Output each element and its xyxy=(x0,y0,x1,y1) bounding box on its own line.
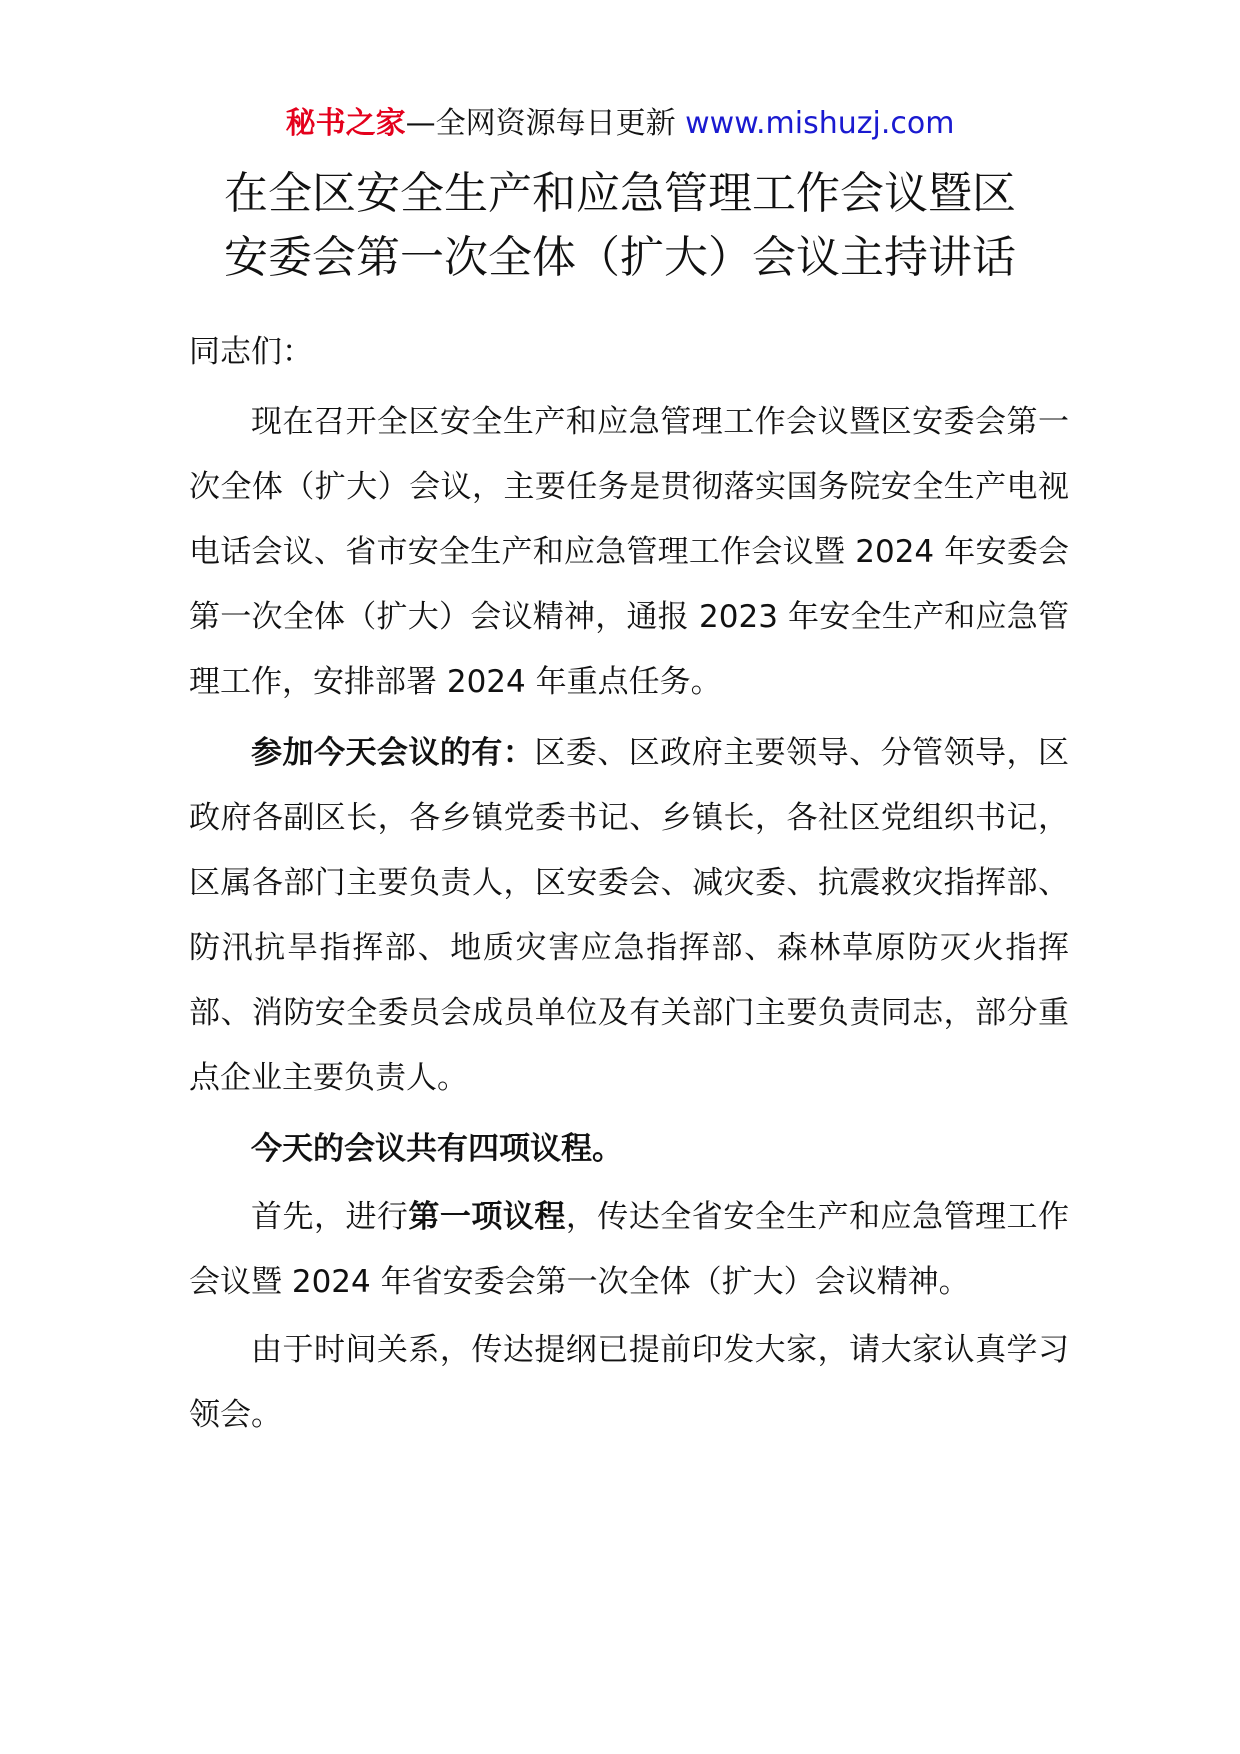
paragraph-intro: 现在召开全区安全生产和应急管理工作会议暨区安委会第一次全体（扩大）会议，主要任务是贯彻落实国务院安全生产电视电话会议、省市安全生产和应急管理工作会议暨 2024 年安委会第一次全体（扩大）会议精神，通报 2023 年安全生产和应急管理工作，安排部署 2024 年重点任务。 xyxy=(189,404,1069,700)
first-item-label: 第一项议程 xyxy=(408,1199,566,1235)
attendees-label: 参加今天会议的有： xyxy=(251,735,535,771)
header-tagline: —全网资源每日更新 xyxy=(405,106,676,141)
document-title xyxy=(0,162,1240,290)
title-line-1: 在全区安全生产和应急管理工作会议暨区 xyxy=(224,168,1016,219)
attendees-text: 区委、区政府主要领导、分管领导，区政府各副区长，各乡镇党委书记、乡镇长，各社区党组织书记，区属各部门主要负责人，区安委会、减灾委、抗震救灾指挥部、防汛抗旱指挥部、地质灾害应急指挥部、森林草原防灭火指挥部、消防安全委员会成员单位及有关部门主要负责同志，部分重点企业主要负责人。 xyxy=(189,735,1070,1096)
document-body xyxy=(189,320,1069,1448)
paragraph-attendees xyxy=(189,721,1069,1111)
paragraph-agenda-count xyxy=(189,1117,1069,1182)
agenda-count-text: 今天的会议共有四项议程。 xyxy=(251,1131,623,1167)
title-line-2: 安委会第一次全体（扩大）会议主持讲话 xyxy=(224,232,1016,283)
brand-name: 秘书之家 xyxy=(285,106,406,141)
salutation: 同志们： xyxy=(189,334,313,370)
paragraph-first-item xyxy=(189,1185,1069,1315)
paragraph-closing: 由于时间关系，传达提纲已提前印发大家，请大家认真学习领会。 xyxy=(189,1332,1069,1433)
first-item-text: ，传达全省安全生产和应急管理工作会议暨 2024 年省安委会第一次全体（扩大）会议精神。 xyxy=(189,1199,1070,1300)
first-item-prefix: 首先，进行 xyxy=(251,1199,409,1235)
site-header xyxy=(0,100,1240,148)
site-link[interactable]: www.mishuzj.com xyxy=(685,106,955,141)
